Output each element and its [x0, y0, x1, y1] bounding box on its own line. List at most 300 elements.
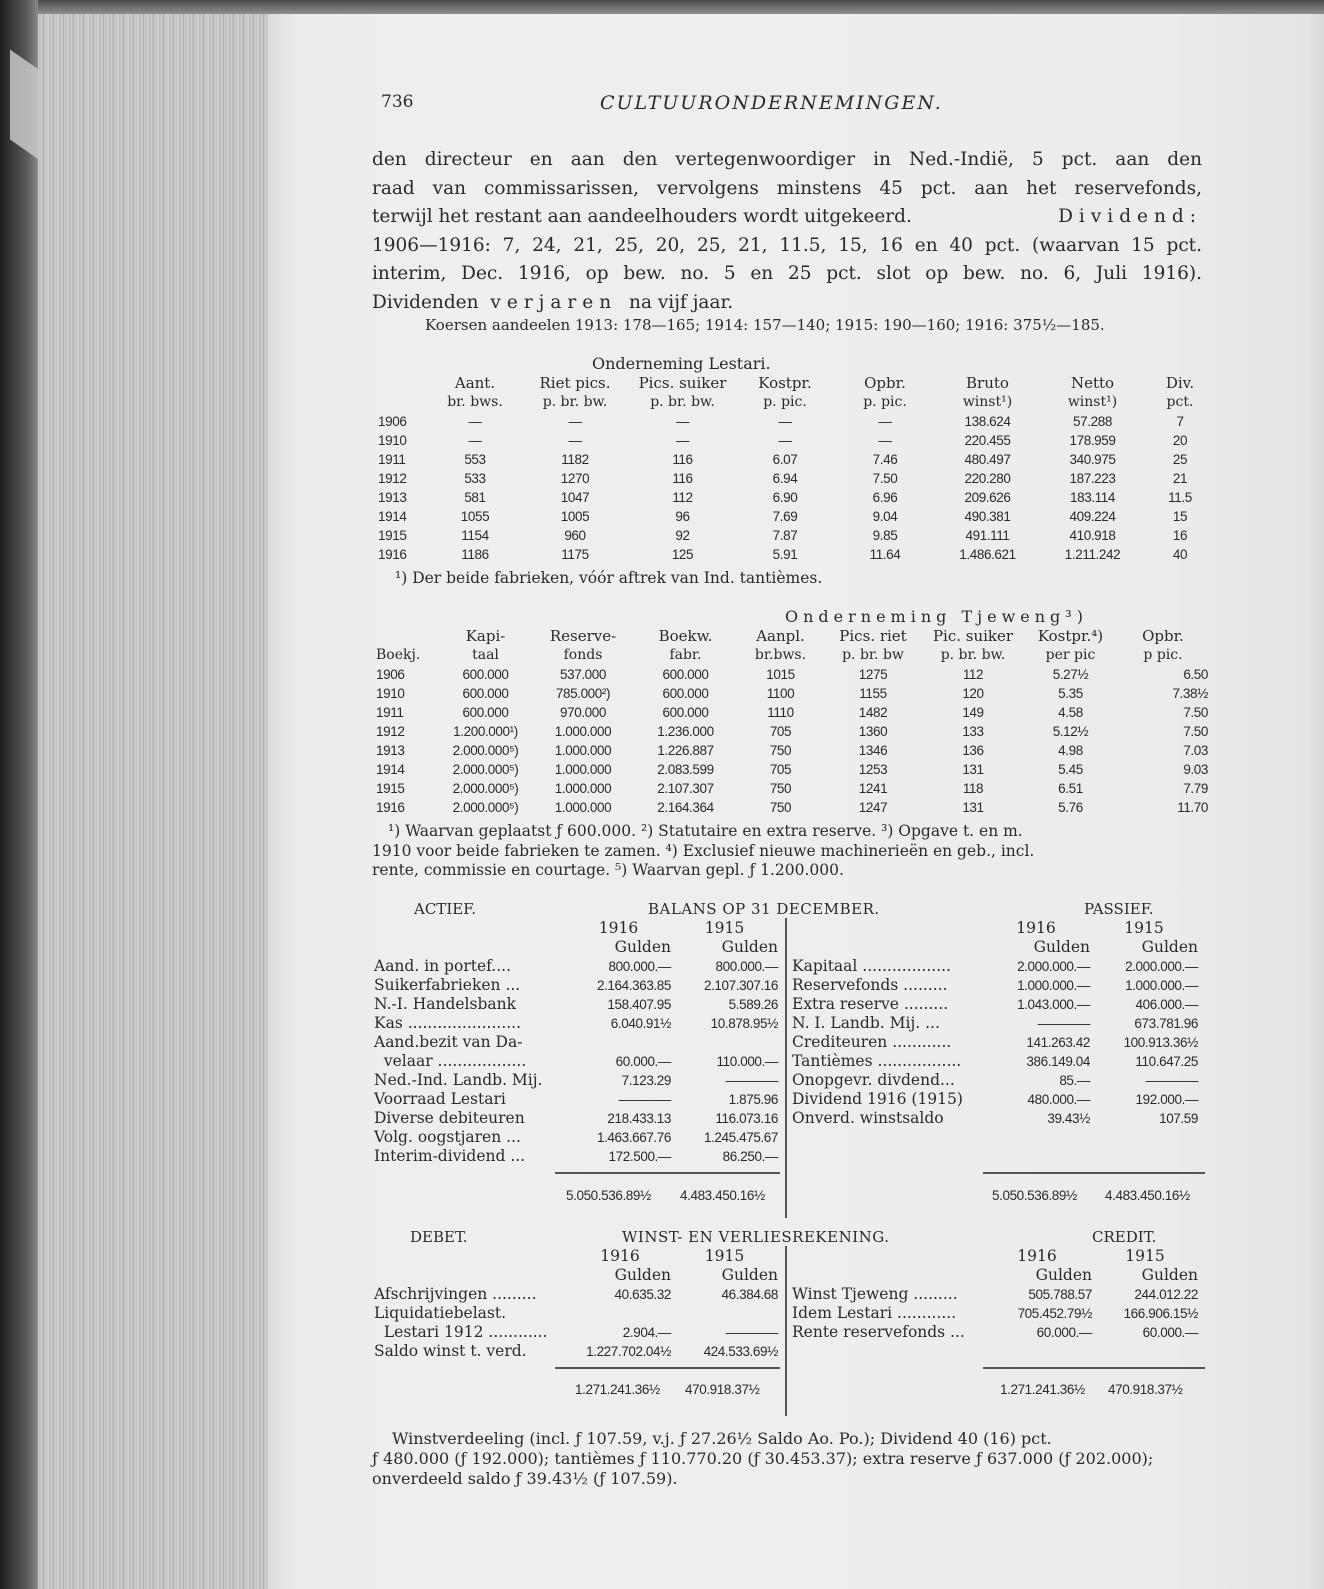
value-1916: 2.904.— [622, 1325, 671, 1340]
cell: 178.959 [1069, 433, 1116, 448]
cell: 1914 [376, 762, 405, 777]
tjeweng-header-row-2 [376, 646, 1208, 665]
cell: 7.03 [1183, 743, 1208, 758]
cell: 1.000.000 [554, 724, 612, 739]
value-1915: 1.000.000.— [1125, 978, 1198, 993]
row-label: Crediteuren ............ [792, 1033, 952, 1051]
cell: 7.38½ [1172, 686, 1208, 701]
cell: 1015 [766, 667, 795, 682]
cell: — [568, 433, 582, 448]
top-shadow [38, 0, 1324, 14]
cell: 409.224 [1069, 509, 1116, 524]
row-label: Aand. in portef.... [374, 957, 512, 975]
cell: 25 [1172, 452, 1188, 467]
debet-total-1916: 1.271.241.36½ [575, 1382, 660, 1397]
intro-line-1: den directeur en aan den vertegenwoordiger in Ned.-Indië, 5 pct. aan den [372, 149, 1202, 170]
value-1915: ———— [725, 1325, 778, 1340]
row-label: Winst Tjeweng ......... [792, 1285, 958, 1303]
table-row [374, 1342, 778, 1361]
header-cell: Kostpr.⁴) [1037, 627, 1104, 645]
table-row [376, 798, 1208, 817]
year-1916: 1916 [1017, 1247, 1057, 1265]
passief-total-1915: 4.483.450.16½ [1105, 1188, 1190, 1203]
row-label: Saldo winst t. verd. [374, 1342, 527, 1360]
row-label: Liquidatiebelast. [374, 1304, 507, 1322]
table-row [374, 1304, 778, 1323]
cell: 20 [1172, 433, 1188, 448]
cell: 1.236.000 [657, 724, 714, 739]
value-1916: 39.43½ [1047, 1111, 1090, 1126]
header-cell: pct. [1166, 394, 1194, 410]
year-header-row [374, 1247, 778, 1266]
cell: 2.000.000⁵) [452, 762, 519, 777]
value-1915: 2.000.000.— [1125, 959, 1198, 974]
unit-gulden: Gulden [1033, 938, 1090, 956]
value-1915: 192.000.— [1135, 1092, 1198, 1107]
value-1915: 166.906.15½ [1123, 1306, 1198, 1321]
cell: 1.000.000 [554, 743, 612, 758]
cell: 9.85 [872, 528, 898, 543]
koersen-line: Koersen aandeelen 1913: 178—165; 1914: 157—140; 1915: 190—160; 1916: 375½—185. [425, 316, 1105, 334]
cell: 133 [962, 724, 984, 739]
table-row [792, 976, 1198, 995]
cell: 1241 [858, 781, 888, 796]
lestari-footnote: ¹) Der beide fabrieken, vóór aftrek van Ind. tantièmes. [395, 569, 823, 587]
unit-gulden: Gulden [1035, 1266, 1092, 1284]
value-1916: 2.164.363.85 [596, 978, 671, 993]
value-1915: ———— [1145, 1073, 1198, 1088]
header-cell [378, 374, 430, 393]
table-row [374, 976, 778, 995]
value-1915: 5.589.26 [728, 997, 778, 1012]
intro-line-6 [372, 289, 1202, 318]
value-1916: 158.407.95 [607, 997, 671, 1012]
header-cell: p. br. bw. [940, 647, 1006, 663]
winstverdeeling-line-3: onverdeeld saldo ƒ 39.43½ (ƒ 107.59). [372, 1469, 678, 1488]
value-1916: 7.123.29 [621, 1073, 671, 1088]
table-row [792, 1109, 1198, 1128]
tjeweng-footnote-1: ¹) Waarvan geplaatst ƒ 600.000. ²) Statutaire en extra reserve. ³) Opgave t. en m. [388, 822, 1023, 840]
row-label: N. I. Landb. Mij. ... [792, 1014, 940, 1032]
cell: 116 [672, 471, 693, 486]
actief-label: ACTIEF. [414, 900, 477, 918]
cell: 1913 [376, 743, 405, 758]
cell: 2.000.000⁵) [452, 800, 519, 815]
row-label: Ned.-Ind. Landb. Mij. [374, 1071, 543, 1089]
value-1915: 2.107.307.16 [703, 978, 778, 993]
unit-header-row [374, 1266, 778, 1285]
cell: 220.455 [964, 433, 1011, 448]
value-1915: 244.012.22 [1134, 1287, 1198, 1302]
cell: 11.64 [869, 547, 901, 562]
table-row [376, 703, 1208, 722]
cell: — [878, 414, 892, 429]
cell: 209.626 [964, 490, 1011, 505]
cell: 1910 [378, 433, 407, 448]
cell: — [468, 414, 482, 429]
cell: 490.381 [964, 509, 1011, 524]
header-cell: Aant. [454, 374, 496, 392]
cell: 1154 [461, 528, 489, 543]
cell: 125 [671, 547, 694, 562]
cell: 1186 [461, 547, 489, 562]
cell: — [675, 433, 690, 448]
cell: 1005 [560, 509, 590, 524]
cell: 705 [769, 724, 792, 739]
cell: 750 [769, 800, 792, 815]
cell: 116 [672, 452, 693, 467]
cell: 131 [962, 762, 984, 777]
cell: 92 [675, 528, 690, 543]
table-row [374, 1090, 778, 1109]
value-1915: 46.384.68 [721, 1287, 778, 1302]
table-row [378, 507, 1215, 526]
cell: 1346 [858, 743, 888, 758]
table-row [792, 1285, 1198, 1304]
cell: 750 [769, 781, 792, 796]
winstverdeeling-line-1: Winstverdeeling (incl. ƒ 107.59, v.j. ƒ 27.26½ Saldo Ao. Po.); Dividend 40 (16) pct. [392, 1429, 1052, 1448]
winst-divider [785, 1246, 787, 1416]
cell: 1.486.621 [959, 547, 1016, 562]
cell: 138.624 [964, 414, 1011, 429]
actief-total-rule [555, 1172, 780, 1174]
value-1915: 110.647.25 [1135, 1054, 1198, 1069]
cell: 1.211.242 [1064, 547, 1121, 562]
cell: 1.226.887 [657, 743, 714, 758]
cell: 750 [769, 743, 792, 758]
table-row [374, 995, 778, 1014]
table-row [374, 1323, 778, 1342]
value-1916: 505.788.57 [1028, 1287, 1092, 1302]
passief-total-rule [983, 1172, 1205, 1174]
cell: 1110 [767, 705, 794, 720]
value-1915: 110.000.— [716, 1054, 778, 1069]
lestari-body [378, 412, 1215, 564]
cell: — [675, 414, 690, 429]
header-cell: Netto [1070, 374, 1115, 392]
table-row [374, 957, 778, 976]
book-page-edges [0, 0, 285, 1589]
cell: 6.50 [1183, 667, 1208, 682]
table-row [792, 1090, 1198, 1109]
cell: 1253 [858, 762, 888, 777]
cell: — [468, 433, 482, 448]
header-cell: per pic [1045, 647, 1096, 663]
dividenden-text: Dividenden [372, 291, 479, 313]
cell: 1155 [859, 686, 887, 701]
table-row [374, 1052, 778, 1071]
cell: 118 [962, 781, 984, 796]
year-1915: 1915 [1124, 919, 1164, 937]
table-row [792, 1052, 1198, 1071]
cell: 1247 [858, 800, 888, 815]
debet-label: DEBET. [410, 1228, 468, 1246]
year-header-row [374, 919, 778, 938]
header-cell: Opbr. [1142, 627, 1184, 645]
cell: 533 [464, 471, 486, 486]
table-row [378, 488, 1215, 507]
table-row [376, 760, 1208, 779]
cell: 57.288 [1073, 414, 1112, 429]
year-header-row [792, 919, 1198, 938]
cell: 1916 [378, 547, 407, 562]
cell: 7.87 [772, 528, 798, 543]
value-1916 [566, 1033, 671, 1052]
cell: 183.114 [1070, 490, 1115, 505]
cell: — [568, 414, 582, 429]
credit-table [792, 1247, 1198, 1342]
cell: 9.03 [1183, 762, 1208, 777]
header-cell: Pics. suiker [638, 374, 727, 392]
table-row [792, 1304, 1198, 1323]
value-1916: 172.500.— [608, 1149, 671, 1164]
header-cell: winst¹) [962, 394, 1013, 410]
cell: 6.51 [1058, 781, 1083, 796]
table-row [376, 722, 1208, 741]
table-row [374, 1071, 778, 1090]
header-cell: p. pic. [763, 394, 807, 410]
header-cell: Aanpl. [756, 627, 805, 645]
cell: 600.000 [662, 705, 709, 720]
table-row [792, 1033, 1198, 1052]
row-label: velaar .................. [374, 1052, 527, 1070]
cell: — [778, 414, 792, 429]
unit-gulden: Gulden [614, 1266, 671, 1284]
balans-divider [785, 918, 787, 1218]
row-label: Volg. oogstjaren ... [374, 1128, 521, 1146]
cell: 600.000 [462, 667, 509, 682]
winstverdeeling-line-2: ƒ 480.000 (ƒ 192.000); tantièmes ƒ 110.770.20 (ƒ 30.453.37); extra reserve ƒ 637.000 (ƒ 202.000); [372, 1449, 1154, 1468]
value-1916: 800.000.— [608, 959, 671, 974]
tjeweng-header-row-1 [376, 627, 1208, 646]
table-row [374, 1033, 778, 1052]
unit-gulden: Gulden [721, 938, 778, 956]
row-label: Rente reservefonds ... [792, 1323, 965, 1341]
cell: 1912 [378, 471, 407, 486]
header-cell: Kostpr. [758, 374, 812, 392]
running-title: CULTUURONDERNEMINGEN. [600, 92, 943, 114]
value-1916: 60.000.— [615, 1054, 671, 1069]
cell: 1360 [858, 724, 888, 739]
year-1916: 1916 [598, 919, 639, 937]
value-1915: 10.878.95½ [710, 1016, 778, 1031]
cell: 1913 [378, 490, 407, 505]
cell: 1482 [858, 705, 888, 720]
value-1915: ———— [725, 1073, 778, 1088]
header-cell: winst¹) [1067, 394, 1118, 410]
header-cell: Pics. riet [839, 627, 907, 645]
header-cell: p. pic. [863, 394, 907, 410]
table-row [792, 1014, 1198, 1033]
cell: 120 [962, 686, 984, 701]
cell: 1910 [376, 686, 405, 701]
cell: 1100 [766, 686, 795, 701]
cell: 7.46 [872, 452, 898, 467]
cell: — [778, 433, 792, 448]
cell: 1912 [376, 724, 405, 739]
cell: 5.27½ [1052, 667, 1089, 682]
cell: 4.58 [1058, 705, 1083, 720]
cell: 5.45 [1058, 762, 1083, 777]
unit-gulden: Gulden [1141, 1266, 1198, 1284]
intro-line-3-text: terwijl het restant aan aandeelhouders wordt uitgekeerd. [372, 206, 912, 227]
unit-header-row [792, 938, 1198, 957]
cell: 5.91 [772, 547, 798, 562]
table-row [376, 741, 1208, 760]
cell: 5.76 [1058, 800, 1083, 815]
table-row [374, 1014, 778, 1033]
cell: 16 [1172, 528, 1188, 543]
year-header-row [792, 1247, 1198, 1266]
cell: 600.000 [462, 705, 509, 720]
debet-table [374, 1247, 778, 1361]
value-1916: 1.043.000.— [1017, 997, 1090, 1012]
header-cell: p pic. [1143, 647, 1183, 663]
cell: 600.000 [662, 667, 709, 682]
value-1915: 1.245.475.67 [703, 1130, 778, 1145]
cell: 1915 [378, 528, 407, 543]
table-row [792, 957, 1198, 976]
cell: 5.35 [1058, 686, 1083, 701]
table-row [378, 469, 1215, 488]
header-cell: Boekw. [658, 627, 713, 645]
cell: 553 [464, 452, 486, 467]
cell: 2.000.000⁵) [452, 781, 519, 796]
cell: 1911 [378, 452, 406, 467]
cell: 149 [962, 705, 984, 720]
value-1916: 480.000.— [1027, 1092, 1090, 1107]
table-row [378, 412, 1215, 431]
cell: 187.223 [1069, 471, 1116, 486]
cell: 11.5 [1168, 490, 1192, 505]
cell: 9.04 [872, 509, 898, 524]
cell: 112 [962, 667, 984, 682]
value-1915: 424.533.69½ [703, 1344, 778, 1359]
cell: 6.07 [772, 452, 798, 467]
row-label: Reservefonds ......... [792, 976, 948, 994]
page-number: 736 [381, 92, 414, 112]
value-1915: 800.000.— [715, 959, 778, 974]
tjeweng-body [376, 665, 1208, 817]
cell: 7.50 [1183, 724, 1208, 739]
year-1916: 1916 [1016, 919, 1056, 937]
cell: 6.90 [772, 490, 798, 505]
cell: 131 [962, 800, 984, 815]
cell: 1916 [376, 800, 405, 815]
intro-paragraph [372, 146, 1202, 317]
balans-title: BALANS OP 31 DECEMBER. [648, 900, 880, 918]
cell: 785.000²) [555, 686, 611, 701]
value-1916: 85.— [1059, 1073, 1090, 1088]
row-label: Onverd. winstsaldo [792, 1109, 944, 1127]
cell: 970.000 [560, 705, 606, 720]
cell: 96 [675, 509, 690, 524]
table-row [376, 684, 1208, 703]
year-1915: 1915 [704, 1247, 745, 1265]
lestari-header-row-1 [378, 374, 1215, 393]
value-1916: 1.463.667.76 [596, 1130, 671, 1145]
value-1915: 100.913.36½ [1123, 1035, 1198, 1050]
cell: 1270 [560, 471, 590, 486]
dividend-label: Dividend: [1058, 206, 1202, 227]
year-1916: 1916 [600, 1247, 640, 1265]
intro-line-4: 1906—1916: 7, 24, 21, 25, 20, 25, 21, 11.5, 15, 16 en 40 pct. (waarvan 15 pct. [372, 234, 1202, 256]
table-row [374, 1147, 778, 1166]
value-1916: 1.000.000.— [1017, 978, 1090, 993]
cell: 1.000.000 [554, 762, 612, 777]
actief-table [374, 919, 778, 1166]
table-row [792, 1323, 1198, 1342]
cell: 1275 [858, 667, 888, 682]
debet-total-1915: 470.918.37½ [685, 1382, 760, 1397]
cell: 2.083.599 [657, 762, 714, 777]
row-label: Dividend 1916 (1915) [792, 1090, 963, 1108]
row-label: Aand.bezit van Da- [374, 1033, 523, 1051]
cell: 491.111 [965, 528, 1010, 543]
value-1916: 218.433.13 [607, 1111, 671, 1126]
value-1915: 673.781.96 [1134, 1016, 1198, 1031]
value-1916: 141.263.42 [1026, 1035, 1090, 1050]
value-1916: 1.227.702.04½ [586, 1344, 671, 1359]
cell: 410.918 [1069, 528, 1116, 543]
header-cell: fonds [563, 647, 603, 663]
cell: 960 [564, 528, 586, 543]
cell: 6.94 [772, 471, 798, 486]
year-1915: 1915 [704, 919, 745, 937]
cell: 600.000 [462, 686, 509, 701]
header-cell: p. br. bw. [650, 394, 715, 410]
cell: 7 [1176, 414, 1184, 429]
header-cell: Boekj. [376, 647, 421, 663]
row-label: Kapitaal .................. [792, 957, 951, 975]
cell: 600.000 [662, 686, 709, 701]
winst-title: WINST- EN VERLIESREKENING. [622, 1228, 890, 1246]
cell: 7.50 [1183, 705, 1208, 720]
unit-gulden: Gulden [1141, 938, 1198, 956]
verjaren-label: verjaren [490, 291, 618, 313]
cell: 220.280 [964, 471, 1011, 486]
cell: 40 [1172, 547, 1188, 562]
header-cell: p. br. bw. [542, 394, 608, 410]
unit-header-row [792, 1266, 1198, 1285]
cell: 15 [1172, 509, 1188, 524]
header-cell [376, 627, 438, 646]
cell: 11.70 [1177, 800, 1208, 815]
row-label: Diverse debiteuren [374, 1109, 525, 1127]
header-cell: Riet pics. [539, 374, 611, 392]
row-label: Voorraad Lestari [374, 1090, 506, 1108]
value-1915: 116.073.16 [715, 1111, 778, 1126]
table-row [374, 1109, 778, 1128]
credit-label: CREDIT. [1092, 1228, 1157, 1246]
value-1916: ———— [1037, 1016, 1090, 1031]
header-cell: Kapi- [465, 627, 506, 645]
value-1916: 60.000.— [1036, 1325, 1092, 1340]
value-1915: 107.59 [1159, 1111, 1198, 1126]
table-row [374, 1128, 778, 1147]
lestari-title: Onderneming Lestari. [592, 354, 771, 373]
row-label: Tantièmes ................. [792, 1052, 962, 1070]
cell: 136 [962, 743, 984, 758]
cell: 5.12½ [1052, 724, 1089, 739]
cell: 340.975 [1069, 452, 1116, 467]
row-label: Kas ....................... [374, 1014, 522, 1032]
value-1915: 86.250.— [722, 1149, 778, 1164]
debet-total-rule [555, 1367, 780, 1369]
row-label: Onopgevr. divdend... [792, 1071, 955, 1089]
vijf-jaar-text: na vijf jaar. [629, 291, 734, 313]
cell: 7.50 [872, 471, 898, 486]
